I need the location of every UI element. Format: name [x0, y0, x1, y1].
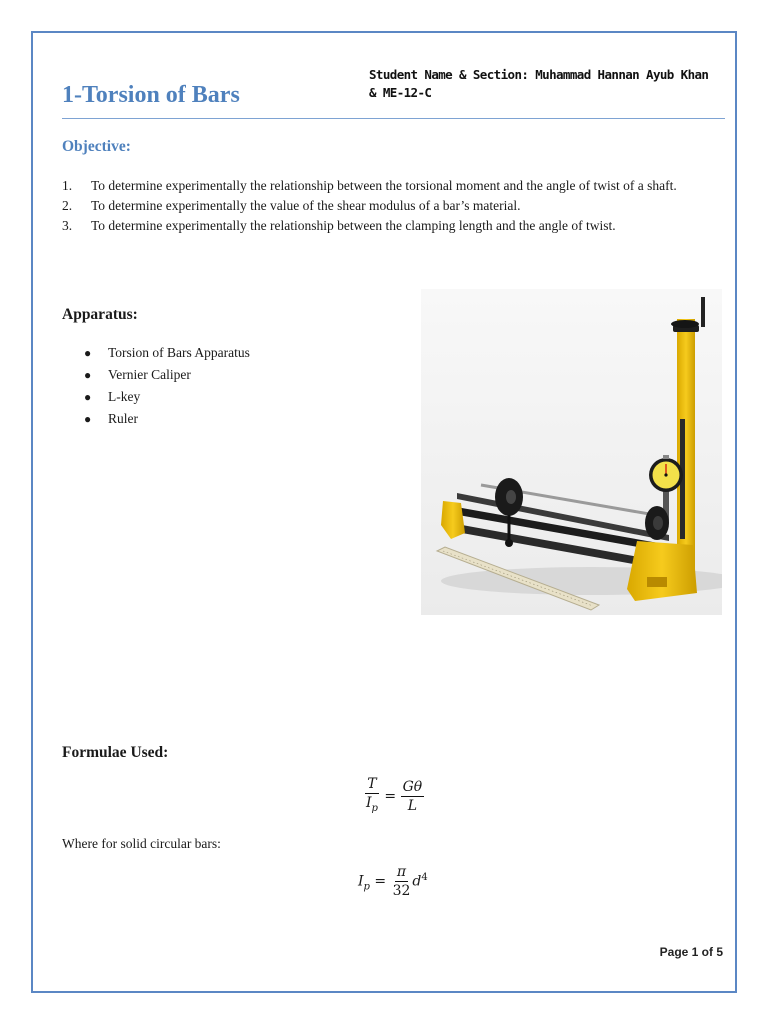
apparatus-item-label: Vernier Caliper [108, 367, 191, 382]
objective-item [62, 196, 724, 216]
objective-text: To determine experimentally the relationship between the clamping length and the angle of twist. [91, 218, 616, 233]
bullet-icon: ● [84, 412, 92, 426]
formulae-heading: Formulae Used: [62, 744, 169, 761]
apparatus-list [84, 342, 250, 430]
eq-lhs-numerator: T [367, 776, 377, 792]
eq-lhs-denominator [364, 794, 380, 817]
apparatus-item-label: Ruler [108, 411, 138, 426]
equals-sign: = [384, 788, 397, 805]
page-number: Page 1 of 5 [659, 945, 723, 959]
where-text: Where for solid circular bars: [62, 836, 221, 851]
eq-lhs-den-base: I [366, 795, 372, 811]
objective-item [62, 216, 724, 236]
eq-rhs-numerator: Gθ [402, 778, 423, 795]
apparatus-item-label: Torsion of Bars Apparatus [108, 345, 250, 360]
objective-heading: Objective: [62, 138, 131, 155]
apparatus-item [84, 342, 250, 364]
objective-text: To determine experimentally the value of the shear modulus of a bar’s material. [91, 198, 521, 213]
polar-moment-equation [358, 864, 428, 899]
objective-number: 3. [62, 218, 73, 233]
objective-text: To determine experimentally the relationship between the torsional moment and the angle of twist of a shaft. [91, 178, 677, 193]
torsion-equation [364, 776, 424, 817]
bullet-icon: ● [84, 368, 92, 382]
eq2-denominator: 32 [392, 883, 411, 899]
apparatus-item [84, 408, 250, 430]
apparatus-item [84, 386, 250, 408]
apparatus-item [84, 364, 250, 386]
equals-sign: = [374, 873, 387, 890]
bullet-icon: ● [84, 390, 92, 404]
objective-item [62, 176, 724, 196]
objective-number: 1. [62, 178, 73, 193]
eq-lhs-fraction [364, 776, 380, 817]
eq-rhs-denominator: L [407, 797, 418, 814]
title-divider [62, 118, 725, 119]
eq2-fraction [391, 864, 413, 899]
eq2-tail-base: d [412, 873, 422, 890]
eq-lhs-den-sub: p [371, 802, 378, 814]
objective-list [62, 176, 724, 236]
eq2-lhs-base: I [358, 873, 364, 890]
bullet-icon: ● [84, 346, 92, 360]
apparatus-item-label: L-key [108, 389, 141, 404]
eq-rhs-fraction [401, 779, 425, 814]
eq2-numerator: π [396, 864, 407, 880]
page-title: 1-Torsion of Bars [62, 82, 240, 108]
objective-number: 2. [62, 198, 73, 213]
lever-arm-disc [645, 506, 669, 540]
eq2-tail-exp: 4 [421, 871, 428, 883]
apparatus-heading: Apparatus: [62, 306, 138, 323]
eq2-lhs-sub: p [363, 881, 370, 893]
apparatus-photo [421, 289, 722, 615]
student-name-section: Student Name & Section: Muhammad Hannan Ayub Khan & ME-12-C [369, 67, 709, 100]
